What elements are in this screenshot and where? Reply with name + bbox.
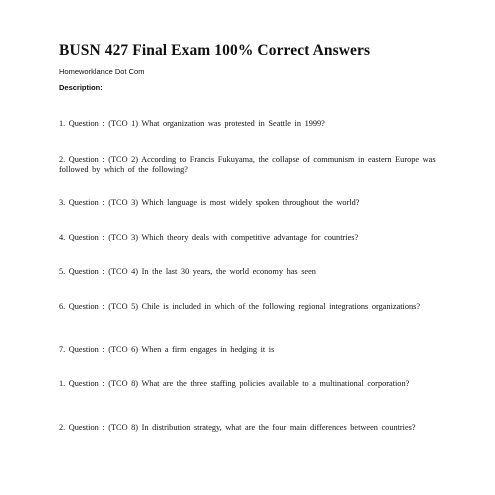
description-label: Description: [59, 83, 103, 92]
question-item: 1. Question : (TCO 1) What organization was protested in Seattle in 1999? [59, 119, 325, 128]
question-item: 4. Question : (TCO 3) Which theory deals with competitive advantage for countries? [59, 233, 359, 242]
question-item: 5. Question : (TCO 4) In the last 30 years, the world economy has seen [59, 267, 316, 276]
source-text: Homeworklance Dot Com [59, 67, 145, 76]
question-item: 2. Question : (TCO 8) In distribution strategy, what are the four main differences between countries? [59, 423, 416, 432]
document-title: BUSN 427 Final Exam 100% Correct Answers [59, 42, 371, 59]
question-item: 2. Question : (TCO 2) According to Francis Fukuyama, the collapse of communism in eastern Europe was followed by which of the following? [59, 155, 436, 174]
question-item: 3. Question : (TCO 3) Which language is most widely spoken throughout the world? [59, 198, 360, 207]
question-item: 6. Question : (TCO 5) Chile is included in which of the following regional integrations organizations? [59, 302, 421, 311]
question-item: 1. Question : (TCO 8) What are the three staffing policies available to a multinational corporation? [59, 379, 410, 388]
question-item: 7. Question : (TCO 6) When a firm engages in hedging it is [59, 345, 275, 354]
